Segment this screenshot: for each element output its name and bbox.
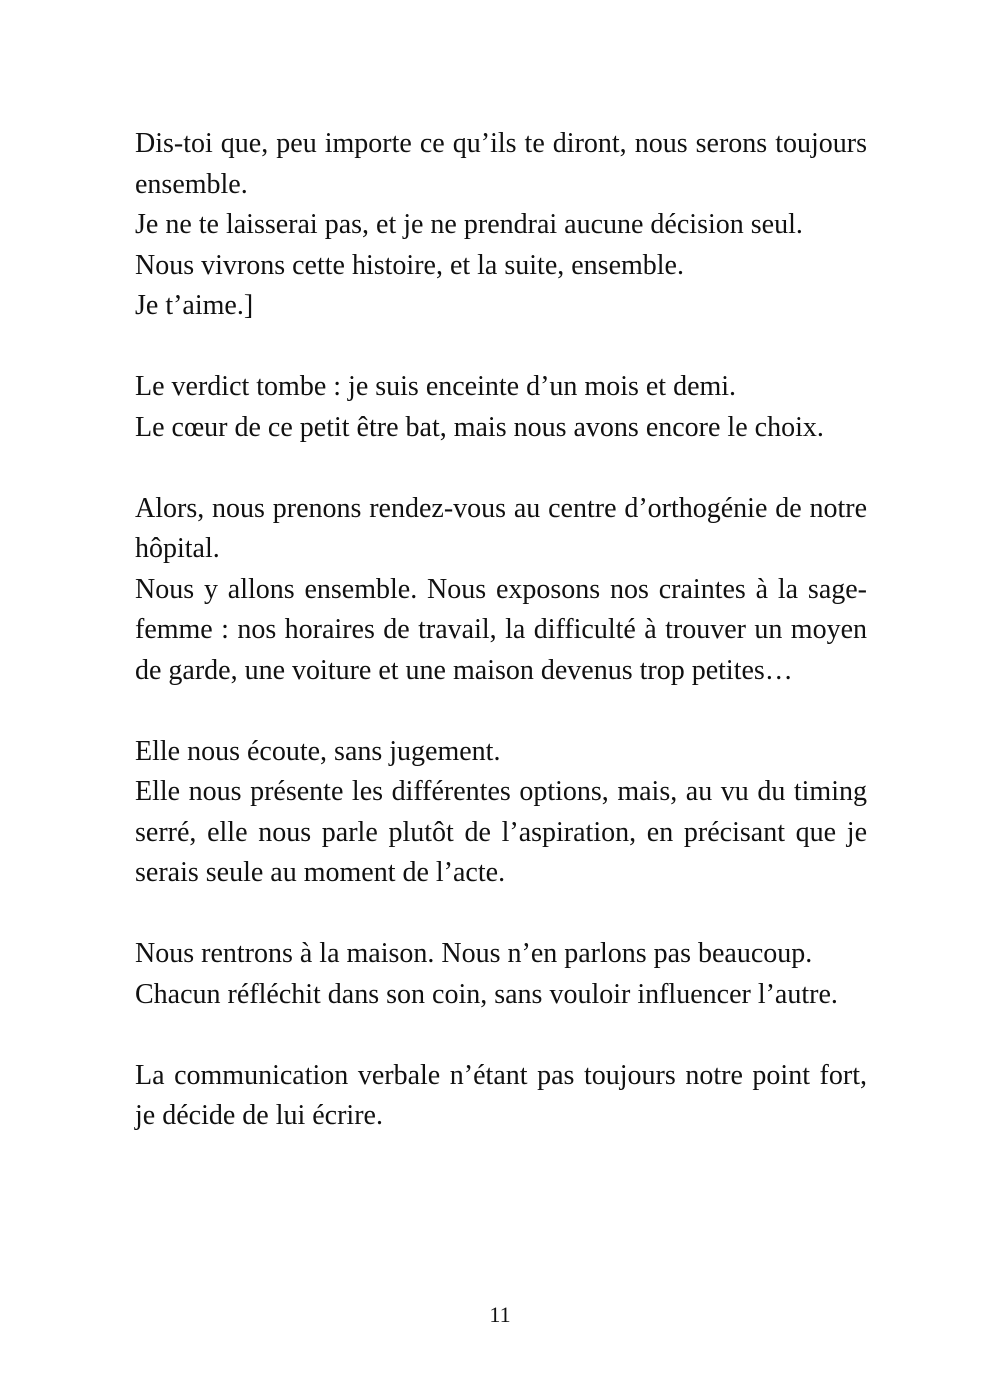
paragraph-2 (135, 367, 867, 448)
text-line: Chacun réfléchit dans son coin, sans vouloir influencer l’autre. (135, 978, 838, 1010)
text-line: Le cœur de ce petit être bat, mais nous avons encore le choix. (135, 411, 824, 443)
text-line: Je ne te laisserai pas, et je ne prendrai aucune décision seul. (135, 209, 803, 240)
paragraph-4 (135, 732, 867, 894)
paragraph-1 (135, 124, 867, 327)
paragraph-6 (135, 1056, 867, 1137)
text-line: Je t’aime.] (135, 290, 254, 321)
paragraph-3 (135, 489, 867, 692)
text-line: Elle nous écoute, sans jugement. (135, 735, 501, 767)
text-line: Nous vivrons cette histoire, et la suite, ensemble. (135, 249, 684, 281)
text-line: La communication verbale n’étant pas toujours notre point fort, je décide de lui écrire. (135, 1059, 867, 1131)
text-line: Elle nous présente les différentes options, mais, au vu du timing serré, elle nous parle plutôt de l’aspiration, en précisant que je serais seule au moment de l’acte. (135, 776, 867, 888)
text-line: Alors, nous prenons rendez-vous au centre d’orthogénie de notre hôpital. (135, 492, 867, 564)
paragraph-5 (135, 934, 867, 1015)
text-line: Dis-toi que, peu importe ce qu’ils te diront, nous serons toujours ensemble. (135, 128, 867, 200)
text-line: Nous rentrons à la maison. Nous n’en parlons pas beaucoup. (135, 938, 813, 969)
text-line: Le verdict tombe : je suis enceinte d’un mois et demi. (135, 371, 737, 402)
text-line: Nous y allons ensemble. Nous exposons nos craintes à la sage-femme : nos horaires de travail, la difficulté à trouver un moyen de garde, une voiture et une maison devenus trop petites… (135, 573, 867, 686)
body-text (135, 124, 867, 1137)
page-number: 11 (489, 1302, 511, 1327)
